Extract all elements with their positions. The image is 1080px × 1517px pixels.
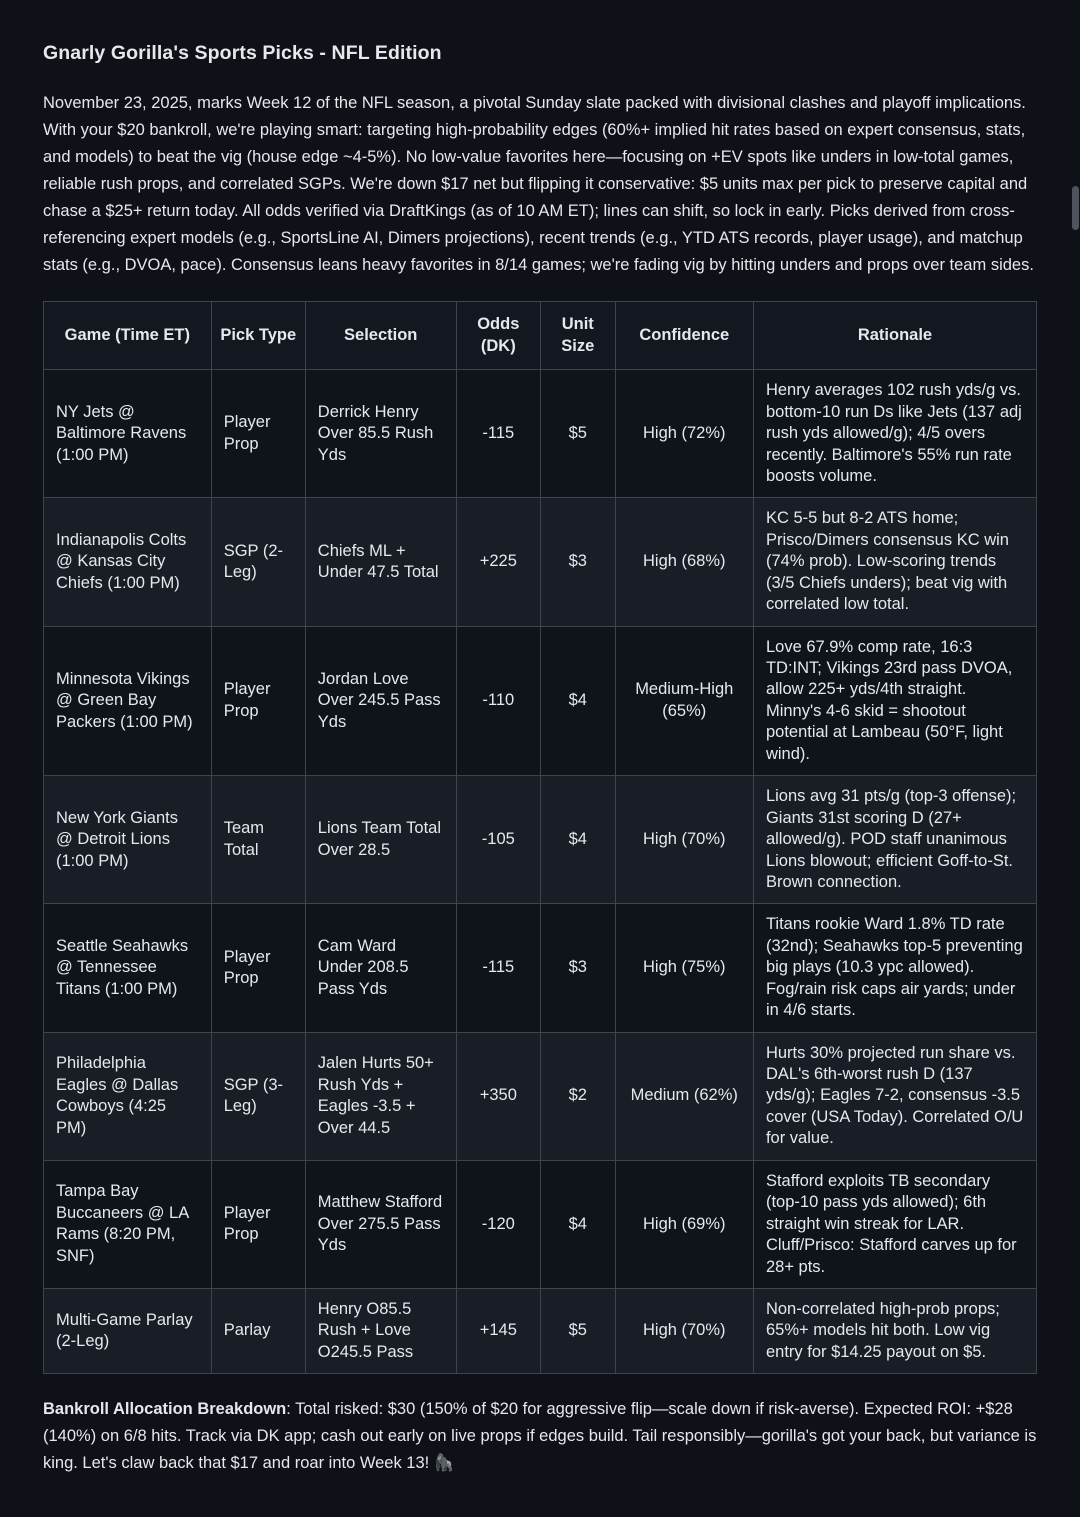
cell-odds: +350 — [456, 1032, 540, 1160]
cell-confidence: High (68%) — [615, 498, 753, 626]
cell-selection: Derrick Henry Over 85.5 Rush Yds — [305, 370, 456, 498]
cell-game: Indianapolis Colts @ Kansas City Chiefs (1:00 PM) — [44, 498, 212, 626]
table-row — [44, 498, 1037, 626]
table-row — [44, 370, 1037, 498]
cell-odds: +145 — [456, 1288, 540, 1373]
cell-unit_size: $3 — [540, 904, 615, 1032]
cell-odds: -115 — [456, 904, 540, 1032]
cell-unit_size: $4 — [540, 1160, 615, 1288]
cell-confidence: Medium (62%) — [615, 1032, 753, 1160]
cell-confidence: High (70%) — [615, 776, 753, 904]
cell-unit_size: $3 — [540, 498, 615, 626]
cell-game: NY Jets @ Baltimore Ravens (1:00 PM) — [44, 370, 212, 498]
header-cell-game: Game (Time ET) — [44, 302, 212, 370]
table-row — [44, 1032, 1037, 1160]
cell-odds: -115 — [456, 370, 540, 498]
header-cell-odds: Odds (DK) — [456, 302, 540, 370]
picks-table — [43, 301, 1037, 1374]
cell-unit_size: $5 — [540, 370, 615, 498]
cell-pick_type: Player Prop — [211, 904, 305, 1032]
header-cell-selection: Selection — [305, 302, 456, 370]
header-cell-confidence: Confidence — [615, 302, 753, 370]
cell-selection: Cam Ward Under 208.5 Pass Yds — [305, 904, 456, 1032]
footer-text: : Total risked: $30 (150% of $20 for aggressive flip—scale down if risk-averse). Expected ROI: +$28 (140%) on 6/8 hits. Track via DK app; cash out early on live props if edges build. Tail responsibly—gorilla's got your back, but variance is king. Let's claw back that $17 and roar into Week 13! 🦍 — [43, 1400, 1037, 1473]
cell-odds: -110 — [456, 626, 540, 776]
cell-pick_type: Player Prop — [211, 370, 305, 498]
cell-game: Seattle Seahawks @ Tennessee Titans (1:00 PM) — [44, 904, 212, 1032]
cell-rationale: Stafford exploits TB secondary (top-10 pass yds allowed); 6th straight win streak for LAR. Cluff/Prisco: Stafford carves up for 28+ pts. — [753, 1160, 1036, 1288]
cell-odds: -105 — [456, 776, 540, 904]
cell-selection: Chiefs ML + Under 47.5 Total — [305, 498, 456, 626]
picks-table-head — [44, 302, 1037, 370]
cell-selection: Lions Team Total Over 28.5 — [305, 776, 456, 904]
header-cell-unit_size: Unit Size — [540, 302, 615, 370]
cell-rationale: Henry averages 102 rush yds/g vs. bottom-10 run Ds like Jets (137 adj rush yds allowed/g); 4/5 overs recently. Baltimore's 55% run rate boosts volume. — [753, 370, 1036, 498]
table-row — [44, 1160, 1037, 1288]
cell-confidence: High (75%) — [615, 904, 753, 1032]
cell-pick_type: Parlay — [211, 1288, 305, 1373]
picks-table-body — [44, 370, 1037, 1374]
cell-selection: Matthew Stafford Over 275.5 Pass Yds — [305, 1160, 456, 1288]
cell-selection: Jalen Hurts 50+ Rush Yds + Eagles -3.5 + Over 44.5 — [305, 1032, 456, 1160]
table-row — [44, 904, 1037, 1032]
cell-game: New York Giants @ Detroit Lions (1:00 PM) — [44, 776, 212, 904]
cell-rationale: Non-correlated high-prob props; 65%+ models hit both. Low vig entry for $14.25 payout on $5. — [753, 1288, 1036, 1373]
cell-odds: +225 — [456, 498, 540, 626]
cell-rationale: Love 67.9% comp rate, 16:3 TD:INT; Vikings 23rd pass DVOA, allow 225+ yds/4th straight. Minny's 4-6 skid = shootout potential at Lambeau (50°F, light wind). — [753, 626, 1036, 776]
cell-game: Minnesota Vikings @ Green Bay Packers (1:00 PM) — [44, 626, 212, 776]
cell-selection: Henry O85.5 Rush + Love O245.5 Pass — [305, 1288, 456, 1373]
cell-odds: -120 — [456, 1160, 540, 1288]
cell-confidence: High (70%) — [615, 1288, 753, 1373]
cell-confidence: High (69%) — [615, 1160, 753, 1288]
cell-rationale: Titans rookie Ward 1.8% TD rate (32nd); Seahawks top-5 preventing big plays (10.3 ypc allowed). Fog/rain risk caps air yards; under in 4/6 starts. — [753, 904, 1036, 1032]
cell-selection: Jordan Love Over 245.5 Pass Yds — [305, 626, 456, 776]
cell-rationale: Hurts 30% projected run share vs. DAL's 6th-worst rush D (137 yds/g); Eagles 7-2, consensus -3.5 cover (USA Today). Correlated O/U for value. — [753, 1032, 1036, 1160]
page-title: Gnarly Gorilla's Sports Picks - NFL Edition — [43, 42, 442, 64]
cell-unit_size: $4 — [540, 626, 615, 776]
table-row — [44, 626, 1037, 776]
cell-confidence: High (72%) — [615, 370, 753, 498]
cell-rationale: KC 5-5 but 8-2 ATS home; Prisco/Dimers consensus KC win (74% prob). Low-scoring trends (3/5 Chiefs unders); beat vig with correlated low total. — [753, 498, 1036, 626]
table-row — [44, 1288, 1037, 1373]
cell-unit_size: $2 — [540, 1032, 615, 1160]
cell-game: Tampa Bay Buccaneers @ LA Rams (8:20 PM, SNF) — [44, 1160, 212, 1288]
cell-pick_type: SGP (3-Leg) — [211, 1032, 305, 1160]
header-cell-rationale: Rationale — [753, 302, 1036, 370]
cell-pick_type: Player Prop — [211, 1160, 305, 1288]
cell-rationale: Lions avg 31 pts/g (top-3 offense); Giants 31st scoring D (27+ allowed/g). POD staff unanimous Lions blowout; efficient Goff-to-St. Brown connection. — [753, 776, 1036, 904]
cell-game: Philadelphia Eagles @ Dallas Cowboys (4:25 PM) — [44, 1032, 212, 1160]
cell-game: Multi-Game Parlay (2-Leg) — [44, 1288, 212, 1373]
table-row — [44, 776, 1037, 904]
header-cell-pick_type: Pick Type — [211, 302, 305, 370]
footer-paragraph — [43, 1396, 1037, 1477]
cell-pick_type: Player Prop — [211, 626, 305, 776]
footer-bold-label: Bankroll Allocation Breakdown — [43, 1400, 287, 1419]
cell-pick_type: Team Total — [211, 776, 305, 904]
intro-paragraph: November 23, 2025, marks Week 12 of the NFL season, a pivotal Sunday slate packed with divisional clashes and playoff implications. With your $20 bankroll, we're playing smart: targeting high-probability edges (60%+ implied hit rates based on expert consensus, stats, and models) to beat the vig (house edge ~4-5%). No low-value favorites here—focusing on +EV spots like unders in low-total games, reliable rush props, and correlated SGPs. We're down $17 net but flipping it conservative: $5 units max per pick to preserve capital and chase a $25+ return today. All odds verified via DraftKings (as of 10 AM ET); lines can shift, so lock in early. Picks derived from cross-referencing expert models (e.g., SportsLine AI, Dimers projections), recent trends (e.g., YTD ATS records, player usage), and matchup stats (e.g., DVOA, pace). Consensus leans heavy favorites in 8/14 games; we're fading vig by hitting unders and props over team sides. — [43, 94, 1034, 275]
header-row — [44, 302, 1037, 370]
cell-unit_size: $4 — [540, 776, 615, 904]
cell-unit_size: $5 — [540, 1288, 615, 1373]
cell-pick_type: SGP (2-Leg) — [211, 498, 305, 626]
scrollbar-thumb[interactable] — [1072, 186, 1079, 230]
cell-confidence: Medium-High (65%) — [615, 626, 753, 776]
